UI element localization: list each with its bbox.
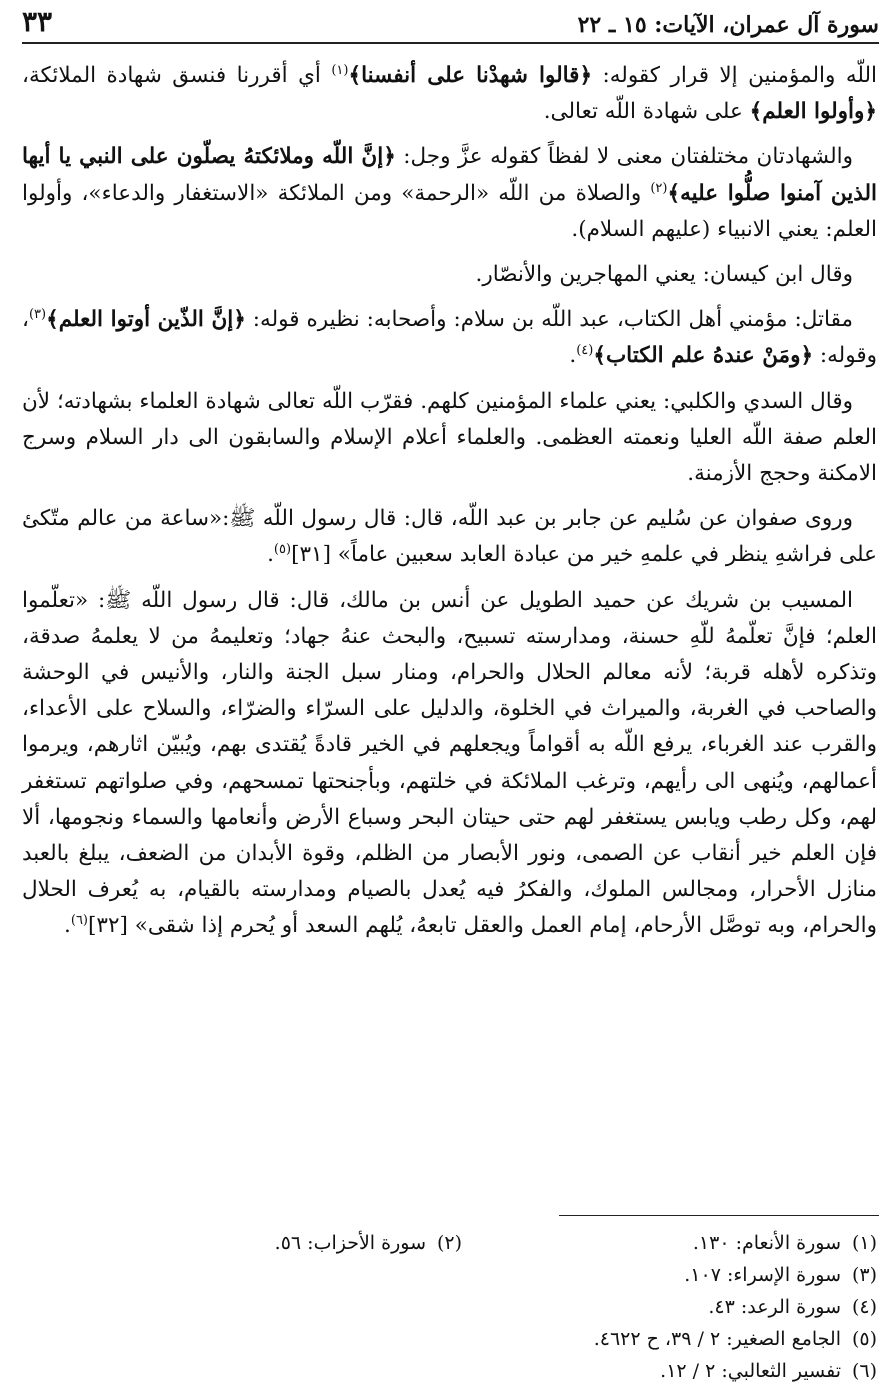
text-run: أي أقررنا فنسق شهادة الملائكة، bbox=[22, 63, 332, 88]
text-run: وقال السدي والكلبي: يعني علماء المؤمنين كلهم. فقرّب اللّه تعالى شهادة العلماء بشهادته؛ لأن العلم صفة اللّه العليا ونعمته العظمى. والعلماء أعلام الإسلام والسابقون الى دار السلام وسرج الامكنة وحجج الأزمنة. bbox=[22, 388, 877, 487]
paragraph bbox=[22, 583, 877, 945]
quran-verse: ﴿ومَنْ عندهُ علم الكتاب﴾ bbox=[593, 343, 814, 369]
footnote-number: (٦) bbox=[851, 1360, 877, 1382]
footnote-text: سورة الإسراء: ١٠٧. bbox=[684, 1264, 841, 1286]
quran-verse: ﴿إنَّ اللّه وملائكتهُ يصلّون على النبي يا أيها الذين آمنوا صلُّوا عليه﴾ bbox=[22, 144, 877, 206]
footnote-text: سورة الأحزاب: ٥٦. bbox=[274, 1232, 426, 1254]
footnote-row bbox=[22, 1227, 877, 1259]
footnote-row bbox=[22, 1323, 877, 1355]
running-title: سورة آل عمران، الآيات: ١٥ ـ ٢٢ bbox=[577, 12, 879, 38]
text-run: ، وقوله: bbox=[22, 307, 877, 369]
paragraph bbox=[22, 384, 877, 493]
text-run: . bbox=[64, 913, 71, 939]
text-run: والشهادتان مختلفتان معنى لا لفظاً كقوله عزَّ وجل: bbox=[395, 144, 853, 170]
footnote-text: تفسير الثعالبي: ٢ / ١٢. bbox=[660, 1360, 841, 1382]
footnote-reference: (١) bbox=[331, 62, 349, 78]
footnote-divider bbox=[559, 1215, 879, 1216]
paragraph bbox=[22, 139, 877, 248]
footnote bbox=[462, 1291, 877, 1323]
footnote-text: الجامع الصغير: ٢ / ٣٩، ح ٤٦٢٢. bbox=[593, 1328, 841, 1350]
page-number: ٣٣ bbox=[22, 5, 53, 38]
footnote-number: (٤) bbox=[851, 1296, 877, 1318]
footnote-number: (٣) bbox=[851, 1264, 877, 1286]
text-run: اللّه والمؤمنين إلا قرار كقوله: bbox=[592, 63, 877, 88]
footnote-row bbox=[22, 1355, 877, 1387]
footnote-number: (١) bbox=[851, 1232, 877, 1254]
footnote-reference: (٢) bbox=[650, 180, 668, 196]
footnote-text: سورة الأنعام: ١٣٠. bbox=[692, 1232, 841, 1254]
footnote bbox=[462, 1355, 877, 1387]
footnote bbox=[462, 1259, 877, 1291]
footnote-number: (٢) bbox=[436, 1232, 462, 1254]
text-run: المسيب بن شريك عن حميد الطويل عن أنس بن مالك، قال: قال رسول اللّه ﷺ: «تعلّموا العلم؛ فإنَّ تعلّمهُ للّهِ حسنة، ومدارسته تسبيح، والبحث عنهُ جهاد؛ وتعليمهُ من لا يعلمهُ صدقة، وتذكره لأهله قربة؛ لأنه معالم الحلال والحرام، ومنار سبل الجنة والنار، والأنيس في الوحشة والصاحب في الغربة، والميراث في الخلوة، والدليل على السرّاء والضرّاء، والسلاح على الأعداء، والقرب عند الغرباء، يرفع اللّه به أقواماً ويجعلهم في الخير قادةً يُقتدى بهم، ويُبيّن اثارهم، ويرموا أعمالهم، ويُنهى الى رأيهم، وترغب الملائكة في خلتهم، وبأجنحتها تمسحهم، وفي صلواتهم تستغفر لهم، وكل رطب ويابس يستغفر لهم حتى حيتان البحر وسباع الأرض وأنعامها والسماء ونجومها، ألا فإن العلم خير أنقاب عن الصمى، ونور الأبصار من الظلم، وقوة الأبدان من الضعف، يبلغ بالعبد منازل الأحرار، ومجالس الملوك، والفكرُ فيه يُعدل بالصيام ومدارسته بالقيام، به يُعرف الحلال والحرام، وبه توصَّل الأرحام، إمام العمل والعقل تابعهُ، يُلهم السعد أو يُحرم إذا شقى» [٣٢] bbox=[22, 587, 878, 939]
footnote-number: (٥) bbox=[851, 1328, 877, 1350]
paragraph bbox=[22, 302, 877, 374]
main-text bbox=[22, 58, 877, 954]
text-run: وروى صفوان عن سُليم عن جابر بن عبد اللّه، قال: قال رسول اللّه ﷺ:«ساعة من عالم متّكئ على فراشهِ ينظر في علمهِ خير من عبادة العابد سعبين عاماً» [٣١] bbox=[22, 506, 877, 568]
footnote-reference: (٥) bbox=[273, 542, 292, 558]
quran-verse: ﴿إنَّ الذّين أوتوا العلم﴾ bbox=[46, 307, 246, 333]
text-run: على شهادة اللّه تعالى. bbox=[543, 99, 750, 125]
footnote-reference: (٤) bbox=[576, 343, 594, 359]
paragraph bbox=[22, 58, 877, 130]
footnote bbox=[462, 1227, 877, 1259]
text-run: . bbox=[267, 542, 274, 568]
footnote-text: سورة الرعد: ٤٣. bbox=[708, 1296, 841, 1318]
text-run: وقال ابن كيسان: يعني المهاجرين والأنصّار. bbox=[475, 262, 853, 288]
quran-verse: ﴿وأولوا العلم﴾ bbox=[749, 99, 877, 125]
text-run: . bbox=[569, 343, 577, 369]
footnote-reference: (٣) bbox=[28, 307, 47, 323]
paragraph bbox=[22, 257, 877, 293]
quran-verse: ﴿قالوا شهدْنا على أنفسنا﴾ bbox=[348, 63, 593, 88]
footnote-row bbox=[22, 1259, 877, 1291]
footnote-reference: (٦) bbox=[70, 913, 88, 929]
footnote-row bbox=[22, 1291, 877, 1323]
footnote bbox=[462, 1323, 877, 1355]
text-run: مقاتل: مؤمني أهل الكتاب، عبد اللّه بن سلام: وأصحابه: نظيره قوله: bbox=[245, 307, 853, 333]
page-header bbox=[22, 5, 879, 44]
footnotes bbox=[22, 1227, 877, 1387]
paragraph bbox=[22, 501, 877, 573]
footnote bbox=[47, 1227, 462, 1259]
text-run: والصلاة من اللّه «الرحمة» ومن الملائكة «الاستغفار والدعاء»، وأولوا العلم: يعني الانبياء (عليهم السلام). bbox=[22, 180, 877, 242]
